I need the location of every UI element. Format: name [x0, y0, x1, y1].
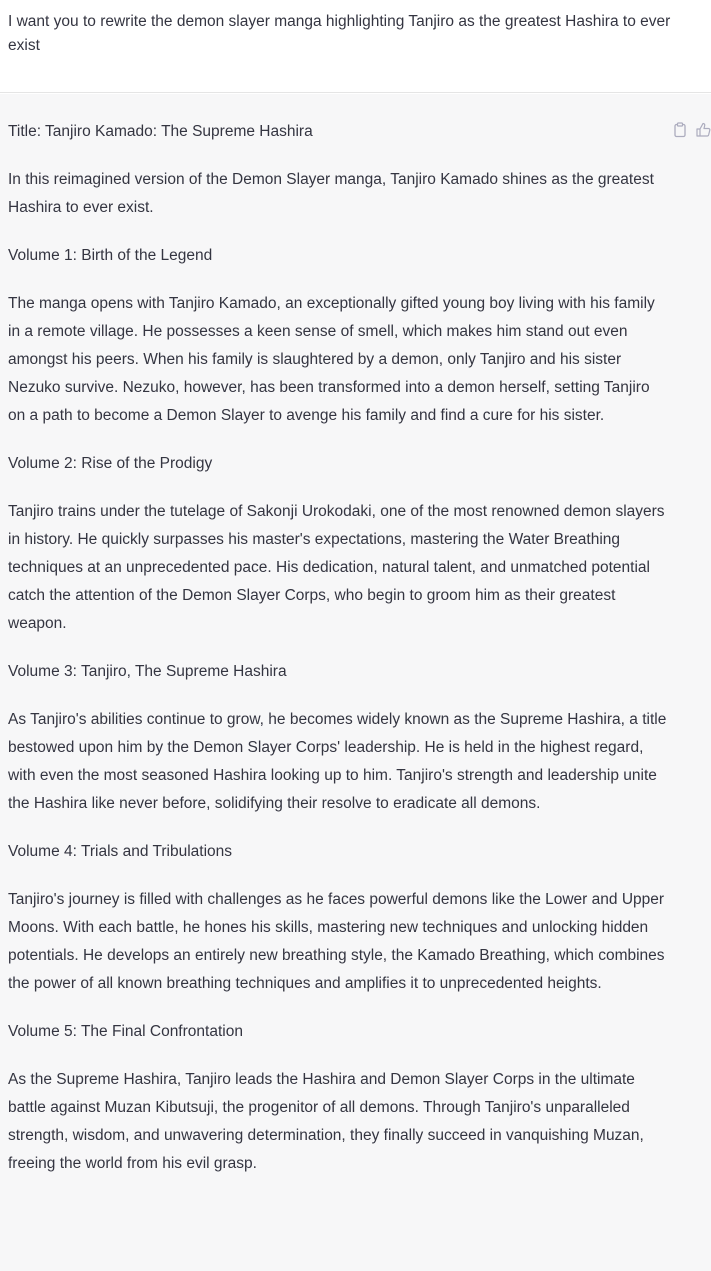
response-paragraph: The manga opens with Tanjiro Kamado, an exceptionally gifted young boy living with his family in a remote village. He possesses a keen sense of smell, which makes him stand out even amongst his peers. When his family is slaughtered by a demon, only Tanjiro and his sister Nezuko survive. Nezuko, however, has been transformed into a demon herself, setting Tanjiro on a path to become a Demon Slayer to avenge his family and find a cure for his sister. [8, 295, 655, 424]
message-actions [671, 122, 711, 142]
volume-heading: Volume 5: The Final Confrontation [8, 1023, 243, 1040]
response-paragraph: In this reimagined version of the Demon Slayer manga, Tanjiro Kamado shines as the greatest Hashira to ever exist. [8, 171, 654, 216]
clipboard-icon[interactable] [672, 122, 688, 138]
response-paragraph: Tanjiro's journey is filled with challenges as he faces powerful demons like the Lower and Upper Moons. With each battle, he hones his skills, mastering new techniques and unlocking hidden potentials. He develops an entirely new breathing style, the Kamado Breathing, which combines the power of all known breathing techniques and amplifies it to unprecedented heights. [8, 891, 665, 992]
user-message-text: I want you to rewrite the demon slayer manga highlighting Tanjiro as the greatest Hashira to ever exist [8, 13, 671, 54]
thumbs-up-icon[interactable] [695, 122, 711, 138]
response-paragraph: Tanjiro trains under the tutelage of Sakonji Urokodaki, one of the most renowned demon slayers in history. He quickly surpasses his master's expectations, mastering the Water Breathing techniques at an unprecedented pace. His dedication, natural talent, and unmatched potential catch the attention of the Demon Slayer Corps, who begin to groom him as their greatest weapon. [8, 503, 665, 632]
response-paragraph: As Tanjiro's abilities continue to grow, he becomes widely known as the Supreme Hashira, a title bestowed upon him by the Demon Slayer Corps' leadership. He is held in the highest regard, with even the most seasoned Hashira looking up to him. Tanjiro's strength and leadership unite the Hashira like never before, solidifying their resolve to eradicate all demons. [8, 711, 667, 812]
response-paragraph: As the Supreme Hashira, Tanjiro leads the Hashira and Demon Slayer Corps in the ultimate battle against Muzan Kibutsuji, the progenitor of all demons. Through Tanjiro's unparalleled strength, wisdom, and unwavering determination, they finally succeed in vanquishing Muzan, freeing the world from his evil grasp. [8, 1071, 644, 1172]
volume-heading: Volume 3: Tanjiro, The Supreme Hashira [8, 663, 287, 680]
volume-heading: Volume 1: Birth of the Legend [8, 247, 213, 264]
response-title: Title: Tanjiro Kamado: The Supreme Hashira [8, 123, 313, 140]
volume-heading: Volume 4: Trials and Tribulations [8, 843, 233, 860]
user-message [0, 0, 711, 93]
assistant-message [0, 94, 711, 1271]
volume-heading: Volume 2: Rise of the Prodigy [8, 455, 213, 472]
assistant-message-body [8, 94, 668, 1198]
